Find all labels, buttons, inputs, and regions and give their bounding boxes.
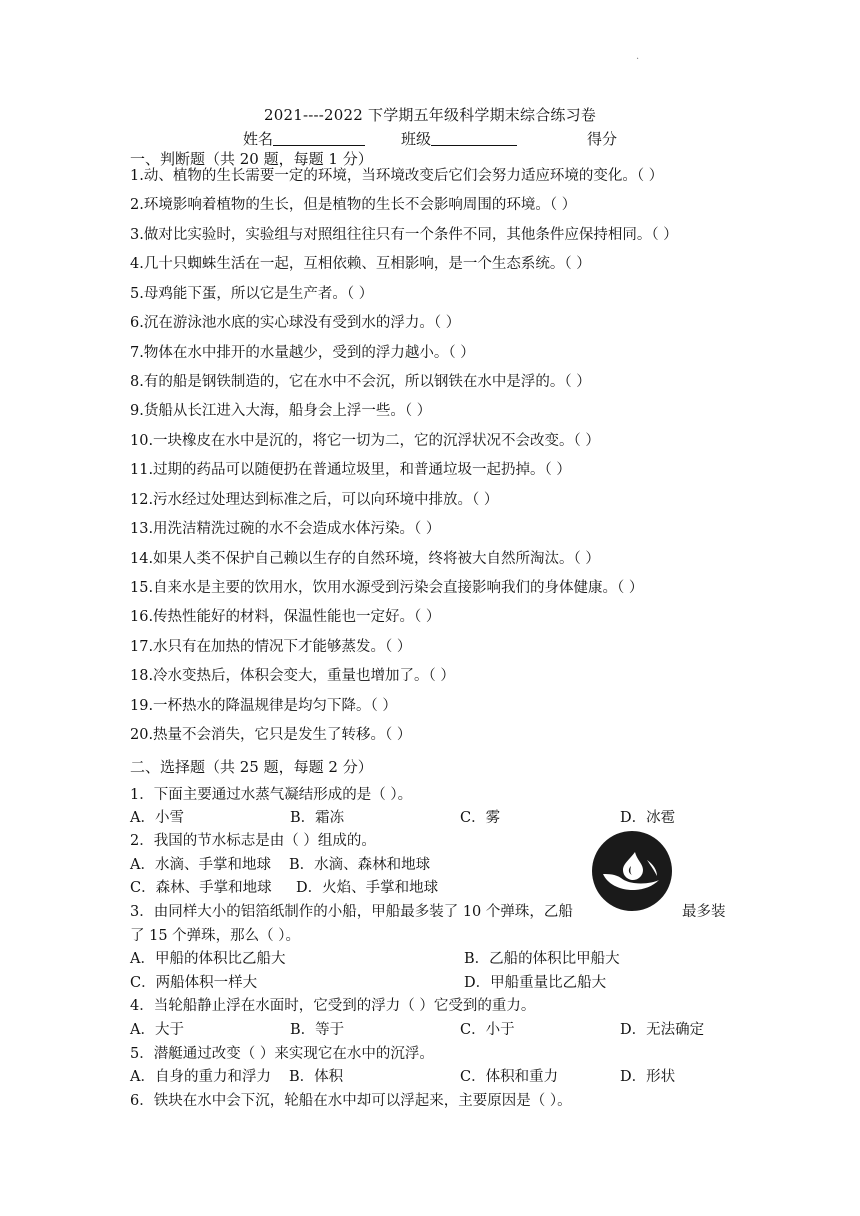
- judgment-question-3: 3.做对比实验时，实验组与对照组往往只有一个条件不同，其他条件应保持相同。（ ）: [130, 227, 678, 243]
- judgment-question-16: 16.传热性能好的材料，保温性能也一定好。（ ）: [130, 609, 441, 625]
- q2-option-a: A．水滴、手掌和地球: [130, 857, 271, 873]
- q5-option-a: A．自身的重力和浮力: [130, 1069, 271, 1085]
- choice-question-3-line1: [130, 903, 573, 921]
- judgment-question-1: 1.动、植物的生长需要一定的环境，当环境改变后它们会努力适应环境的变化。（ ）: [130, 168, 664, 184]
- q2-option-b: B．水滴、森林和地球: [289, 857, 431, 873]
- choice-question-4: 4．当轮船静止浮在水面时，它受到的浮力（ ）它受到的重力。: [130, 998, 536, 1014]
- judgment-question-13: 13.用洗洁精洗过碗的水不会造成水体污染。（ ）: [130, 521, 441, 537]
- q4-option-d: D．无法确定: [620, 1022, 705, 1038]
- name-field[interactable]: [273, 131, 365, 146]
- q3-option-c: C．两船体积一样大: [130, 975, 258, 991]
- judgment-question-12: 12.污水经过处理达到标准之后，可以向环境中排放。（ ）: [130, 492, 499, 508]
- section1-heading: 一、判断题（共 20 题，每题 1 分）: [130, 150, 373, 168]
- page-title: 2021----2022 下学期五年级科学期末综合练习卷: [264, 106, 596, 124]
- judgment-question-10: 10.一块橡皮在水中是沉的，将它一切为二，它的沉浮状况不会改变。（ ）: [130, 433, 600, 449]
- q2-option-d: D．火焰、手掌和地球: [296, 880, 439, 896]
- judgment-question-7: 7.物体在水中排开的水量越少，受到的浮力越小。（ ）: [130, 345, 475, 361]
- name-label: 姓名: [243, 130, 274, 148]
- judgment-question-9: 9.货船从长江进入大海，船身会上浮一些。（ ）: [130, 403, 432, 419]
- judgment-question-19: 19.一杯热水的降温规律是均匀下降。（ ）: [130, 698, 397, 714]
- q1-option-a: A．小雪: [130, 810, 184, 826]
- q3-option-a: A．甲船的体积比乙船大: [130, 951, 286, 967]
- page-dot: ·: [636, 54, 640, 65]
- judgment-question-14: 14.如果人类不保护自己赖以生存的自然环境，终将被大自然所淘汰。（ ）: [130, 551, 600, 567]
- q5-option-b: B．体积: [289, 1069, 344, 1085]
- judgment-question-5: 5.母鸡能下蛋，所以它是生产者。（ ）: [130, 286, 374, 302]
- q3-option-d: D．甲船重量比乙船大: [464, 975, 607, 991]
- section2-heading: 二、选择题（共 25 题，每题 2 分）: [130, 758, 373, 776]
- q5-option-c: C．体积和重力: [460, 1069, 559, 1085]
- q1-option-c: C．雾: [460, 810, 501, 826]
- judgment-question-11: 11.过期的药品可以随便扔在普通垃圾里，和普通垃圾一起扔掉。（ ）: [130, 462, 571, 478]
- q2-option-c: C．森林、手掌和地球: [130, 880, 272, 896]
- judgment-question-15: 15.自来水是主要的饮用水，饮用水源受到污染会直接影响我们的身体健康。（ ）: [130, 580, 644, 596]
- judgment-question-8: 8.有的船是钢铁制造的，它在水中不会沉，所以钢铁在水中是浮的。（ ）: [130, 374, 591, 390]
- judgment-question-17: 17.水只有在加热的情况下才能够蒸发。（ ）: [130, 639, 412, 655]
- class-label: 班级: [401, 130, 432, 148]
- q1-option-b: B．霜冻: [290, 810, 345, 826]
- judgment-question-6: 6.沉在游泳池水底的实心球没有受到水的浮力。（ ）: [130, 315, 461, 331]
- judgment-question-2: 2.环境影响着植物的生长，但是植物的生长不会影响周围的环境。（ ）: [130, 197, 577, 213]
- choice-question-5: 5．潜艇通过改变（ ）来实现它在水中的沉浮。: [130, 1046, 434, 1062]
- score-label: 得分: [587, 130, 618, 148]
- judgment-question-20: 20.热量不会消失，它只是发生了转移。（ ）: [130, 727, 412, 743]
- q3-option-b: B．乙船的体积比甲船大: [464, 951, 620, 967]
- q3-stem-a: 3．由同样大小的铝箔纸制作的小船，甲船最多装了 10 个弹珠，乙船: [130, 904, 573, 920]
- q3-stem-c: 了 15 个弹珠，那么（ ）。: [130, 928, 301, 944]
- student-info-line: [243, 128, 617, 149]
- q5-option-d: D．形状: [620, 1069, 676, 1085]
- choice-question-1: 1．下面主要通过水蒸气凝结形成的是（ ）。: [130, 787, 413, 803]
- q4-option-a: A．大于: [130, 1022, 184, 1038]
- judgment-question-4: 4.几十只蜘蛛生活在一起，互相依赖、互相影响，是一个生态系统。（ ）: [130, 256, 591, 272]
- q4-option-c: C．小于: [460, 1022, 515, 1038]
- water-saving-logo-icon: [591, 830, 673, 912]
- judgment-question-18: 18.冷水变热后，体积会变大，重量也增加了。（ ）: [130, 668, 455, 684]
- choice-question-6: 6．铁块在水中会下沉，轮船在水中却可以浮起来，主要原因是（ ）。: [130, 1093, 572, 1109]
- class-field[interactable]: [431, 131, 517, 146]
- q1-option-d: D．冰雹: [620, 810, 676, 826]
- choice-question-2: 2．我国的节水标志是由（ ）组成的。: [130, 833, 376, 849]
- q3-stem-b: 最多装: [682, 904, 726, 920]
- q4-option-b: B．等于: [290, 1022, 345, 1038]
